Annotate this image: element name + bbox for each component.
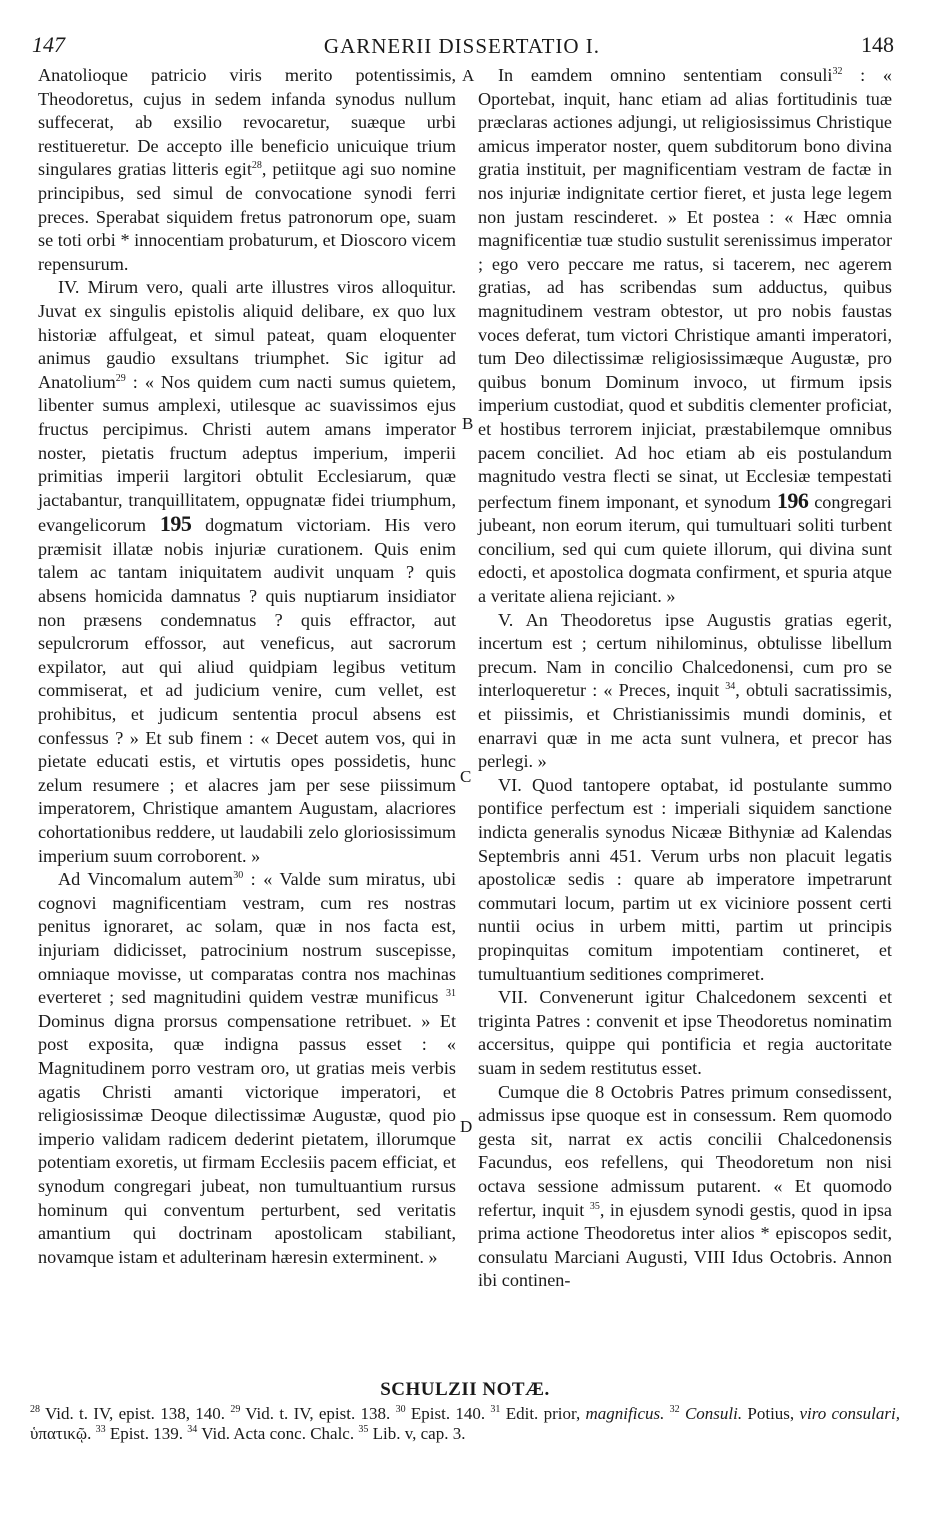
footnote-ref: 30 — [233, 870, 244, 882]
left-column — [38, 64, 456, 1269]
column-number: 195 — [159, 511, 192, 537]
footnotes — [30, 1380, 900, 1444]
notes-body: $^{28}$ Vid. t. IV, epist. 138, 140. $^{29}$ Vid. t. IV, epist. 138. $^{30}$ Epist. 140. $^{31}$ Edit. prior, magnificus. $^{32}$ Consuli. Potius, viro consulari, ὑπατικῷ. $^{33}$ Epist. 139. $^{34}$ Vid. Acta conc. Chalc. $^{35}$ Lib. v, cap. 3. — [30, 1404, 900, 1443]
paragraph: Anatolioque patricio viris merito potentissimis, Theodoretus, cujus in sedem infanda synodus nullum suffecerat, ab exsilio revocaretur, suæque urbi restitueretur. De accepto ille beneficio unicuique trium singulares gratias litteris egit$^{28}$, petiitque agi suo nomine principibus, sed simul de convocatione synodi ferri preces. Sperabat siquidem fretus patronorum ope, suam se toti orbi * innocentiam probaturum, et Dioscoro vicem repensurum. — [38, 65, 456, 274]
right-column — [478, 64, 892, 1293]
right-page-number: 148 — [861, 32, 894, 57]
page-header — [30, 32, 894, 60]
paragraph: VII. Convenerunt igitur Chalcedonem sexcenti et triginta Patres : convenit et ipse Theodoretus nominatim accersitus, quippe qui pontificia et regia auctoritate suam in sedem restitutus esset. — [478, 987, 892, 1078]
paragraph: VI. Quod tantopere optabat, id postulante summo pontifice perfectum est : imperiali siquidem sanctione indicta generalis synodus Nicææ Bithyniæ ad Kalendas Septembris anni 451. Verum urbs non placuit legatis apostolicæ sedis : quare ab imperatore impetrarunt commutari locum, partim ut ex viciniore possent certi nuntii ocius in urbem mitti, partim ut principis propinquitas comitum impotentiam contineret, et tumultuantium seditiones comprimeret. — [478, 774, 892, 984]
notes-title: SCHULZII NOTÆ. — [380, 1379, 550, 1400]
footnote-ref: 29 — [115, 372, 126, 384]
running-title: GARNERII DISSERTATIO I. — [323, 34, 601, 58]
paragraph: In eamdem omnino sententiam consuli$^{32}$ : « Oportebat, inquit, hanc etiam ad alias fortitudinis tuæ præclaras actiones adjungi, ut religiosissimus Christique amicus imperator noster, quem subditorum bono divina gratia instituit, per magnificentiam vestram de factæ in nos injuriæ indignitate certior fieret, et justa lege legem non justam rescinderet. » Et postea : « Hæc omnia magnificentiæ tuæ studio sustulit serenissimus imperator ; ego vero peccare me ratus, si tacerem, nec agerem gratias, ad has scribendas sum adductus, quibus magnitudinem vestram obtestor, ut pro nobis faustas voces deferat, tum victori Christique amanti imperatori, tum Deo dilectissimæ religiosissimæque Augustæ, pro quibus bonum Dominum invoco, ut firmum ipsis imperium custodiat, quod et subditis clementer proficiat, et hostibus terrorem injiciat, præstabilemque omnibus pacem conciliet. Ad hoc etiam ab eis postulandum magnitudo vestra flecti se sinat, ut Ecclesiæ tempestati perfectum finem imponant, et synodum 196 congregari jubeant, non eorum iterum, qui tumultuari soliti turbent concilium, sed qui cum quiete illorum, qui divina sunt edocti, et apostolica dogmata confirment, et spuria atque a veritate aliena rejiciant. » — [478, 65, 892, 607]
paragraph: IV. Mirum vero, quali arte illustres viros alloquitur. Juvat ex singulis epistolis aliquid delibare, ex quo lux historiæ affulgeat, et simul pateat, quam eloquenter animus gaudio exsultans triumphet. Sic igitur ad Anatolium$^{29}$ : « Nos quidem cum nacti sumus quietem, libenter sumus amplexi, utilesque ac suavissimos ejus fructus percipimus. Christi autem amans imperator noster, pietatis fructum adeptus imperium, imperii primitias imperii largitori obtulit Ecclesiarum, quæ jactabantur, tranquillitatem, oppugnatæ fidei triumphum, evangelicorum 195 dogmatum victoriam. His vero præmisit illatæ nobis injuriæ curationem. Quis enim talem ac tantam iniquitatem audivit unquam ? quis absens homicida damnatus ? quis nuptiarum insidiator non præsens condemnatus ? quis effractor, aut sepulcrorum effossor, aut veneficus, aut sacrorum expilator, aut qui aliud quidpiam legibus vetitum commiserat, et ad judicium venire, cum vellet, est prohibitus, et judicum sententia procul absens est confessus ? » Et sub finem : « Decet autem vos, qui in pietate educati estis, et virtutis opes possidetis, hunc zelum resumere ; et alacres jam per sese piissimum imperatorem, Christique amantem Augustam, alacriores cohortationibus reddere, ut laudabili zelo gloriosissimum imperium suum corroborent. » — [38, 277, 456, 866]
margin-letter-b: B — [462, 414, 474, 433]
paragraph: Cumque die 8 Octobris Patres primum consedissent, admissus ipse quoque est in consessum. Rem quomodo gesta sit, narrat ex actis concilii Chalcedonensis Facundus, eos refellens, qui Theodoretum non nisi octava sessione admissum putarent. « Et quomodo refertur, inquit $^{35}$, in ejusdem synodi gestis, quod in ipsa prima actione Theodoretus inter alios * episcopos sedit, consulatu Marciani Augusti, VIII Idus Octobris. Annon ibi continen- — [478, 1081, 893, 1291]
paragraph: Ad Vincomalum autem$^{30}$ : « Valde sum miratus, ubi cognovi magnificentiam vestram, cum res nostras penitus ignoraret, ac solam, quæ in nos facta est, injuriam didicisset, patrocinium nostrum suscepisse, omniaque movisse, ut comparatas contra nos machinas everteret ; sed magnitudini quidem vestræ munificus $^{31}$ Dominus digna prorsus compensatione retribuet. » Et post exposita, quæ indigna passus esset : « Magnitudinem porro vestram oro, ut gratias meis verbis agatis Christi amanti victorique imperatori, et religiosissimæ Deoque dilectissimæ Augustæ, quod pio imperio validam radicem dederint pietatem, illorumque potentiam exoretis, ut firmam Ecclesiis pacem efficiat, et synodum congregari jubeat, non tumultuantium rursus hominum qui conventum perturbent, sed veritatis amantium qui doctrinam apostolicam stabiliant, novamque istam et adulterinam hæresin exterminent. » — [38, 869, 456, 1267]
left-page-number: 147 — [32, 32, 65, 57]
margin-letter-a: A — [462, 66, 475, 85]
footnote-ref: 31 — [446, 988, 456, 1000]
footnote-ref: 32 — [832, 66, 843, 77]
column-number: 196 — [776, 487, 809, 513]
paragraph: V. An Theodoretus ipse Augustis gratias egerit, incertum est ; certum nihilominus, obtulisse libellum precum. Nam in concilio Chalcedonensi, cum pro se interloqueretur : « Preces, inquit $^{34}$, obtuli sacratissimis, et piissimis, et Christianissimis mundi dominis, et enarravi quæ in me acta sunt vulnera, et precor has perlegi. » — [478, 609, 893, 772]
footnote-ref: 34 — [725, 681, 736, 693]
footnote-ref: 28 — [251, 160, 262, 172]
margin-letter-c: C — [460, 767, 472, 786]
margin-letter-d: D — [460, 1117, 473, 1136]
footnote-ref: 35 — [589, 1200, 600, 1212]
